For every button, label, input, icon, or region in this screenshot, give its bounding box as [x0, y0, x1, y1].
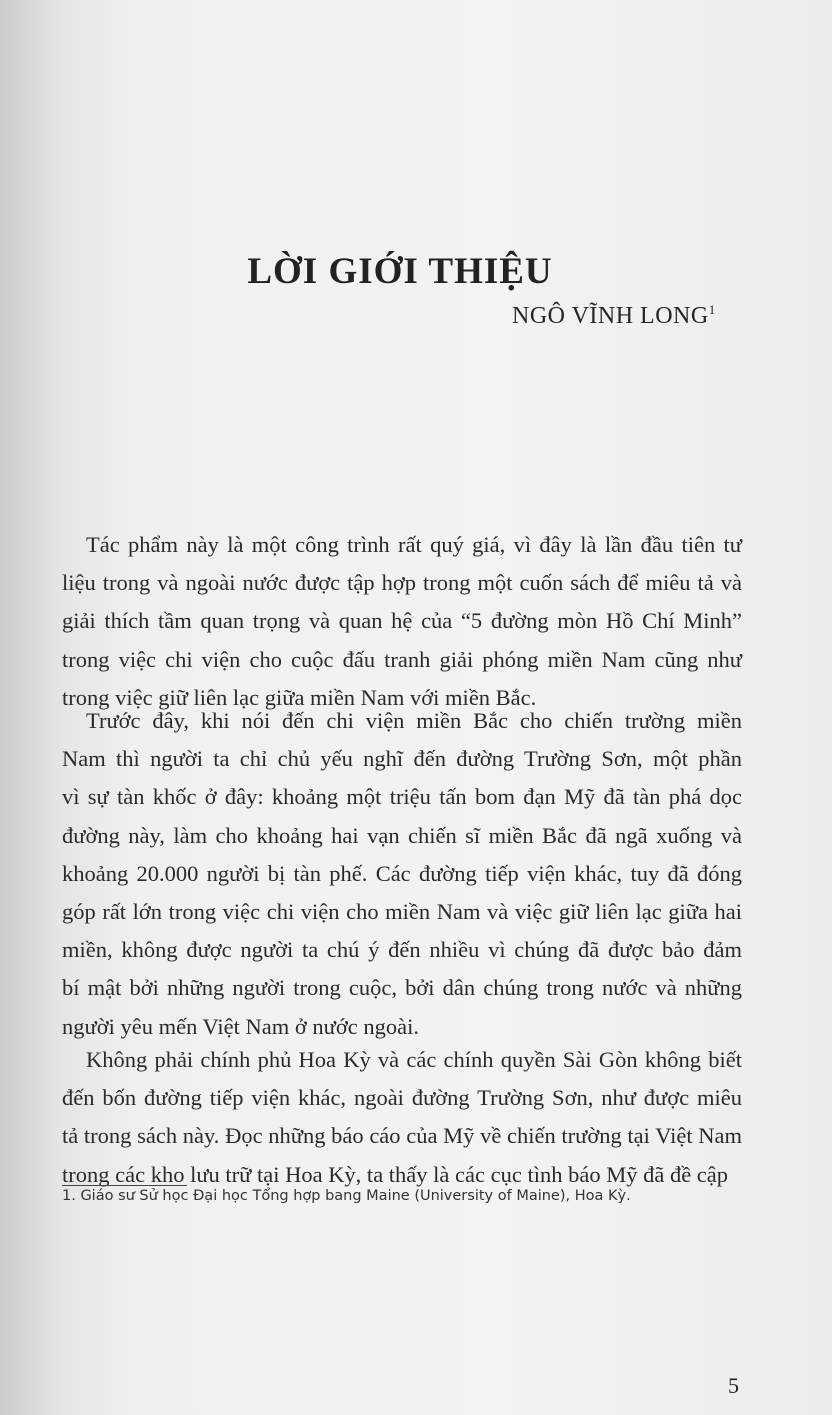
- author-name: [512, 302, 716, 330]
- text-line: trong các kho lưu trữ tại Hoa Kỳ, ta thấy là các cục tình báo Mỹ đã đề cập: [62, 1161, 729, 1187]
- chapter-title: LỜI GIỚI THIỆU: [247, 251, 553, 292]
- text-line: khoảng 20.000 người bị tàn phế. Các đường tiếp viện khác, tuy đã đóng: [62, 860, 742, 886]
- text-line: Tác phẩm này là một công trình rất quý giá, vì đây là lần đầu tiên tư: [86, 532, 742, 557]
- text-line: giải thích tầm quan trọng và quan hệ của “5 đường mòn Hồ Chí Minh”: [62, 608, 742, 634]
- page-number: 5: [728, 1373, 739, 1398]
- footnote-mark: 1: [708, 302, 716, 317]
- text-line: liệu trong và ngoài nước được tập hợp trong một cuốn sách để miêu tả và: [62, 570, 742, 596]
- text-line: Trước đây, khi nói đến chi viện miền Bắc cho chiến trường miền: [86, 708, 742, 733]
- footnote-divider: [62, 1185, 187, 1186]
- text-line: trong việc chi viện cho cuộc đấu tranh giải phóng miền Nam cũng như: [62, 646, 742, 672]
- text-line: đường này, làm cho khoảng hai vạn chiến sĩ miền Bắc đã ngã xuống và: [62, 822, 742, 848]
- author-text: NGÔ VĨNH LONG: [512, 303, 709, 329]
- text-line: miền, không được người ta chú ý đến nhiều vì chúng đã được bảo đảm: [62, 937, 742, 963]
- text-line: trong việc giữ liên lạc giữa miền Nam với miền Bắc.: [62, 684, 537, 710]
- text-line: người yêu mến Việt Nam ở nước ngoài.: [62, 1013, 420, 1039]
- text-line: đến bốn đường tiếp viện khác, ngoài đường Trường Sơn, như được miêu: [62, 1085, 742, 1111]
- text-line: Nam thì người ta chỉ chủ yếu nghĩ đến đường Trường Sơn, một phần: [62, 746, 742, 772]
- text-line: vì sự tàn khốc ở đây: khoảng một triệu tấn bom đạn Mỹ đã tàn phá dọc: [62, 784, 742, 810]
- text-line: góp rất lớn trong việc chi viện cho miền Nam và việc giữ liên lạc giữa hai: [62, 899, 742, 924]
- text-line: tả trong sách này. Đọc những báo cáo của Mỹ về chiến trường tại Việt Nam: [62, 1123, 742, 1149]
- text-line: bí mật bởi những người trong cuộc, bởi dân chúng trong nước và những: [62, 975, 742, 1001]
- footnote: 1. Giáo sư Sử học Đại học Tổng hợp bang Maine (University of Maine), Hoa Kỳ.: [62, 1188, 631, 1204]
- text-line: Không phải chính phủ Hoa Kỳ và các chính quyền Sài Gòn không biết: [86, 1047, 742, 1072]
